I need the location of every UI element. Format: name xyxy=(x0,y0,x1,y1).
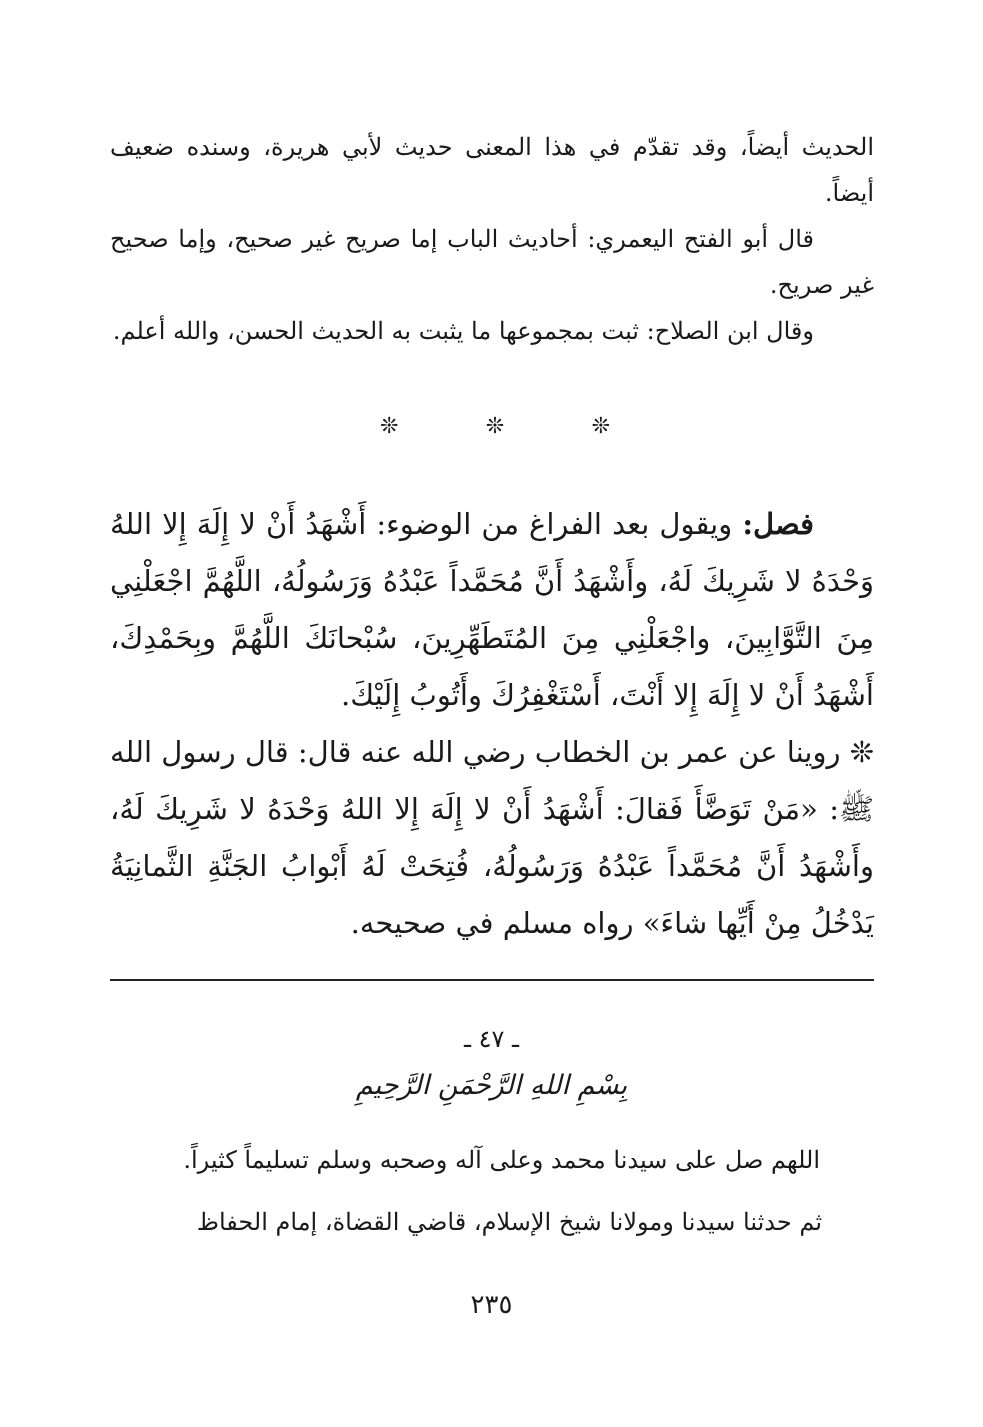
section-separator xyxy=(380,414,610,444)
paragraph-yamuri: قال أبو الفتح اليعمري: أحاديث الباب إما صريح غير صحيح، وإما صحيح غير صريح. xyxy=(110,225,874,299)
separator-star: ❊ xyxy=(380,414,399,439)
top-section xyxy=(110,124,874,354)
paragraph-ibn-salah: وقال ابن الصلاح: ثبت بمجموعها ما يثبت به الحديث الحسن، والله أعلم. xyxy=(112,317,814,345)
section-number: ـ ٤٧ ـ xyxy=(463,1025,520,1053)
basmala: بِسْمِ اللهِ الرَّحْمَنِ الرَّحِيمِ xyxy=(355,1070,628,1101)
page-number: ٢٣٥ xyxy=(470,1290,513,1320)
narration-line: ثم حدثنا سيدنا ومولانا شيخ الإسلام، قاضي القضاة، إمام الحفاظ xyxy=(196,1208,822,1236)
fasl-section xyxy=(110,496,874,952)
footnote-divider xyxy=(110,979,874,981)
hadith-paragraph xyxy=(110,724,874,952)
dua-line: اللهم صل على سيدنا محمد وعلى آله وصحبه وسلم تسليماً كثيراً. xyxy=(183,1146,820,1174)
fasl-label: فصل: xyxy=(742,507,814,541)
fasl-text: ويقول بعد الفراغ من الوضوء: أَشْهَدُ أَنْ لا إِلَهَ إِلا اللهُ وَحْدَهُ لا شَرِيكَ لَهُ، وأَشْهَدُ أَنَّ مُحَمَّداً عَبْدُهُ وَرَسُولُهُ، اللَّهُمَّ اجْعَلْنِي مِنَ التَّوَّابِينَ، واجْعَلْنِي مِنَ المُتَطَهِّرِينَ، سُبْحانَكَ اللَّهُمَّ وبِحَمْدِكَ، أَشْهَدُ أَنْ لا إِلَهَ إِلا أَنْتَ، أَسْتَغْفِرُكَ وأَتُوبُ إِلَيْكَ. xyxy=(110,507,874,712)
separator-star: ❊ xyxy=(485,414,505,439)
fasl-paragraph xyxy=(110,496,874,724)
separator-star: ❊ xyxy=(591,414,610,439)
hadith-star: ❊ xyxy=(849,735,874,769)
paragraph-hadith-note: الحديث أيضاً، وقد تقدّم في هذا المعنى حديث لأبي هريرة، وسنده ضعيف أيضاً. xyxy=(110,133,874,207)
hadith-text: روينا عن عمر بن الخطاب رضي الله عنه قال: قال رسول الله ﷺ: «مَنْ تَوَضَّأَ فَقالَ: أَشْهَدُ أَنْ لا إِلَهَ إِلا اللهُ وَحْدَهُ لا شَرِيكَ لَهُ، وأَشْهَدُ أَنَّ مُحَمَّداً عَبْدُهُ وَرَسُولُهُ، فُتِحَتْ لَهُ أَبْوابُ الجَنَّةِ الثَّمانِيَةُ يَدْخُلُ مِنْ أَيِّها شاءَ» رواه مسلم في صحيحه. xyxy=(110,735,874,940)
